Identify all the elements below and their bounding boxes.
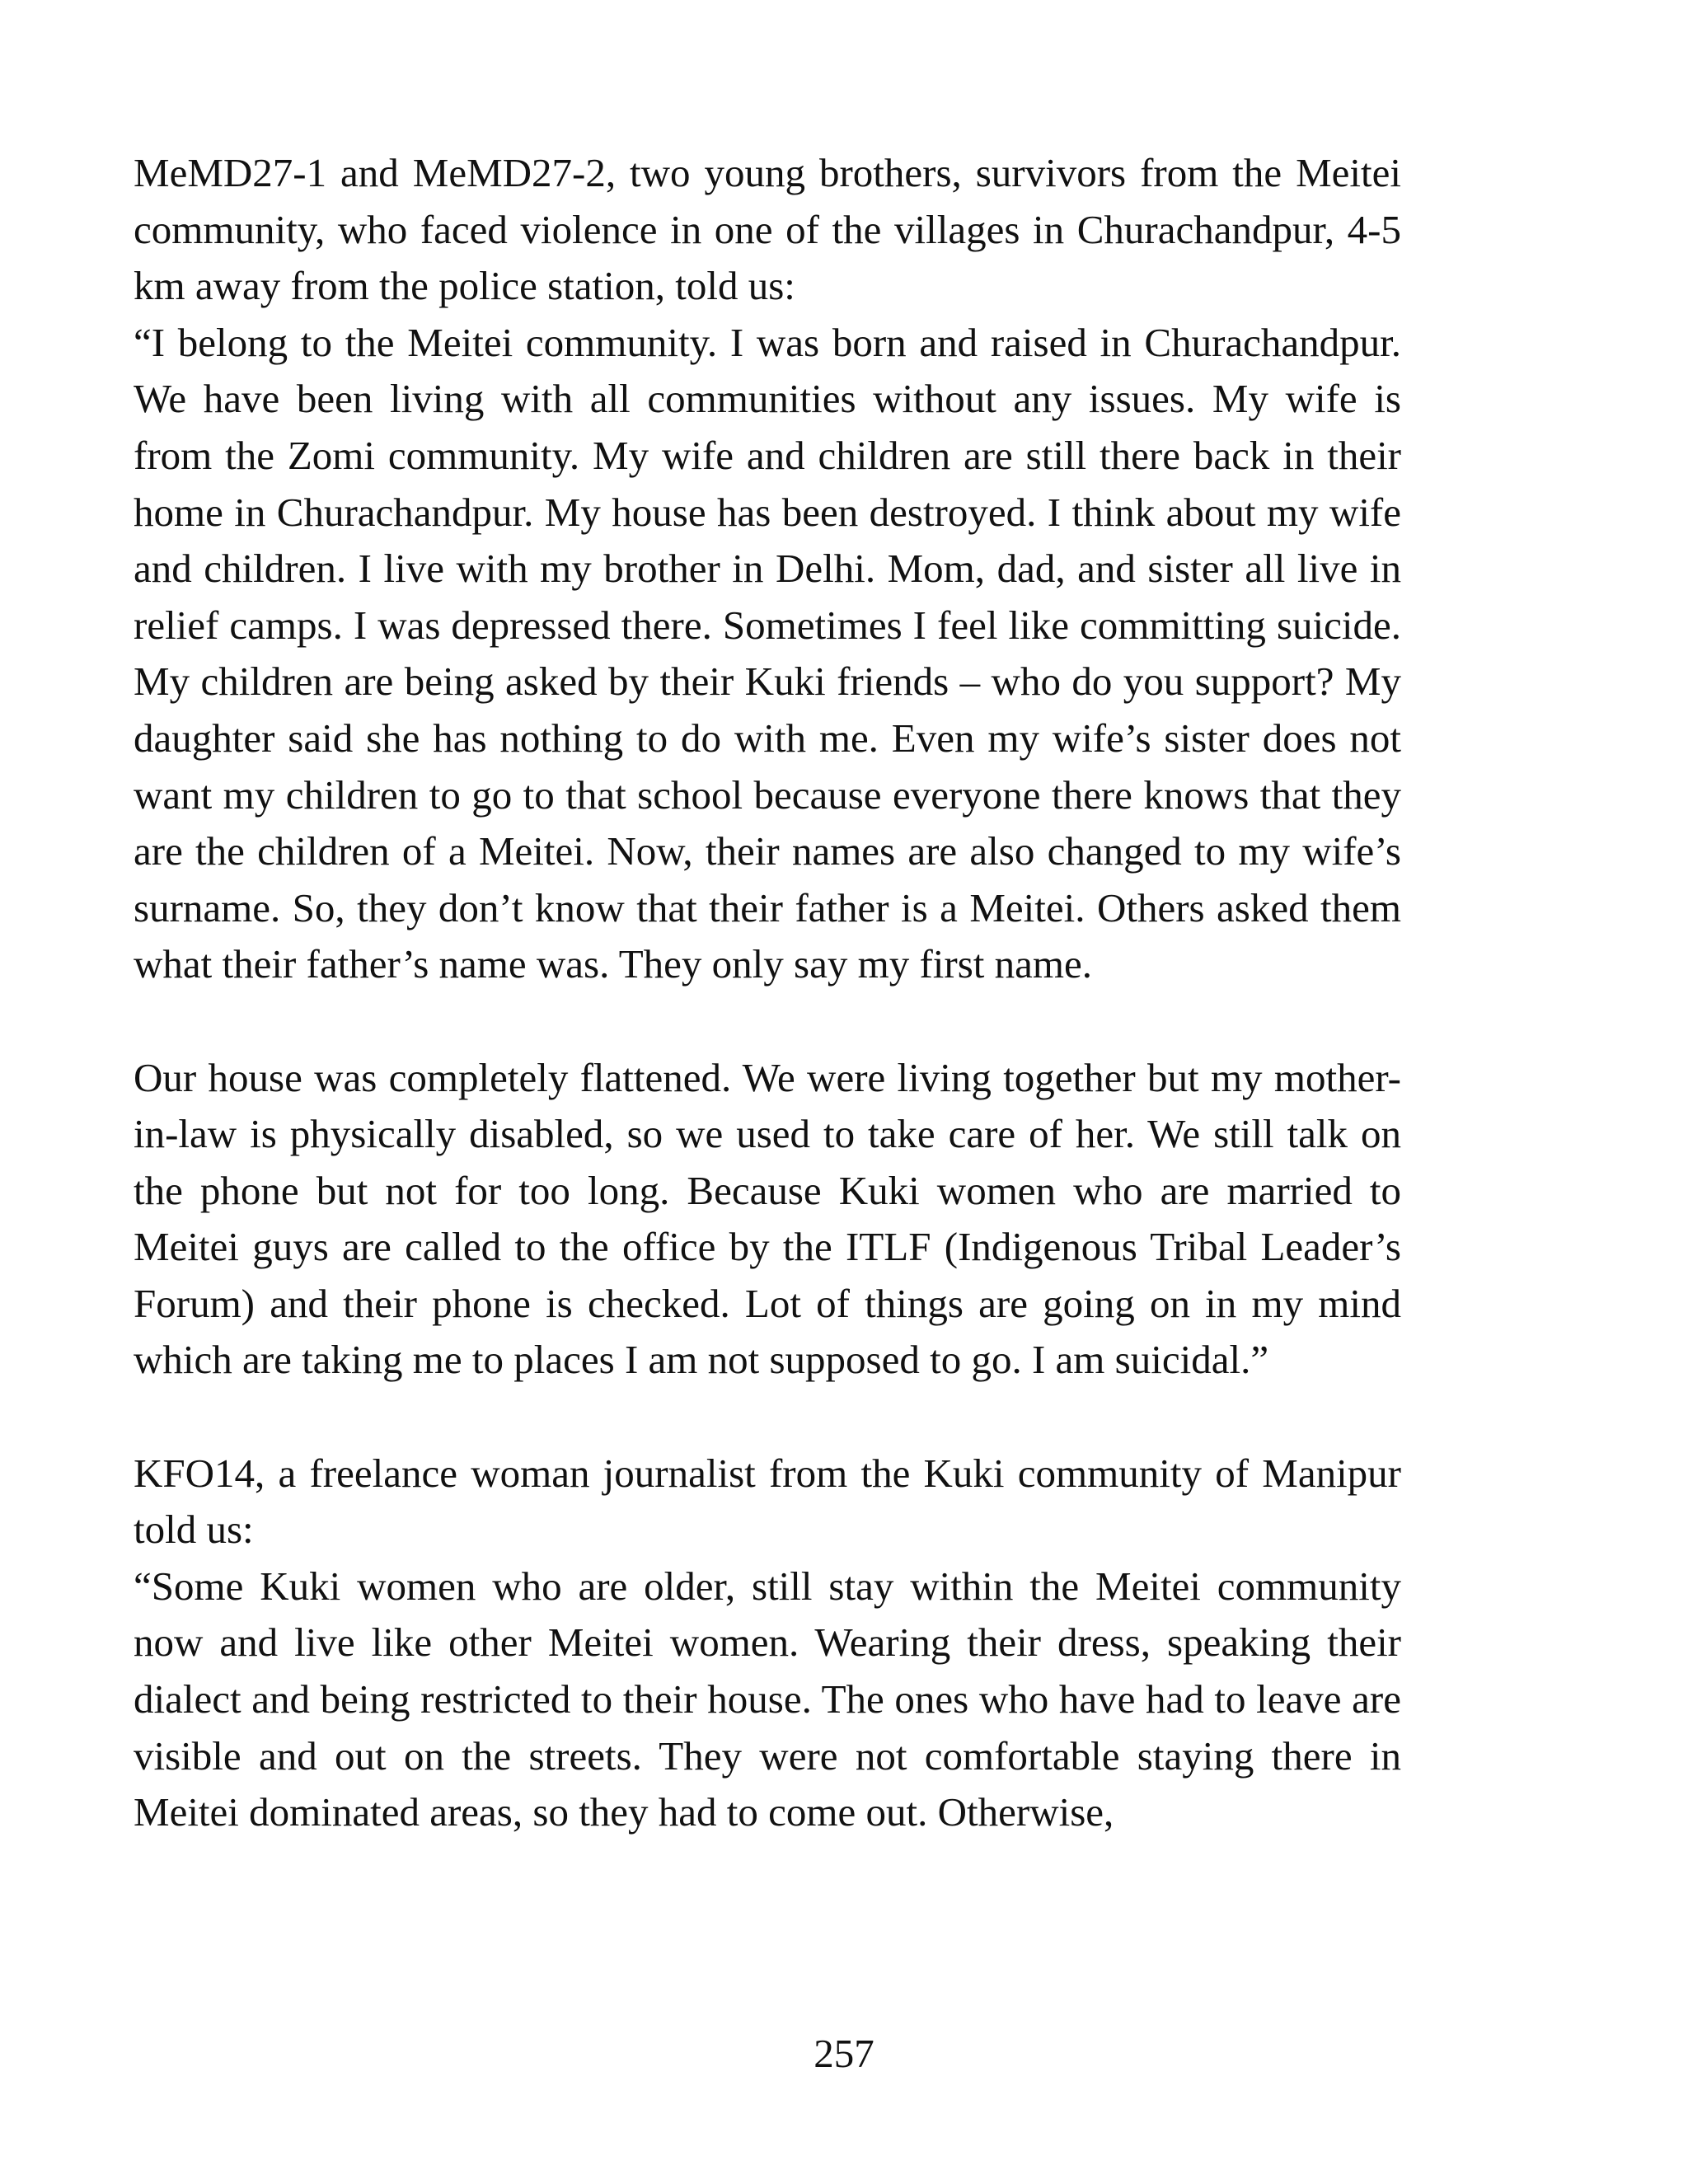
page-number: 257	[814, 2031, 874, 2076]
body-text	[134, 145, 1401, 1841]
paragraph-testimony-kfo14: “Some Kuki women who are older, still stay within the Meitei community now and live like other Meitei women. Wearing their dress, speaking their dialect and being restricted to their house. The ones who have had to leave are visible and out on the streets. They were not comfortable staying there in Meitei dominated areas, so they had to come out. Otherwise,	[134, 1563, 1401, 1835]
paragraph-testimony-memd27: “I belong to the Meitei community. I was born and raised in Churachandpur. We have been living with all communities without any issues. My wife is from the Zomi community. My wife and children are still there back in their home in Churachandpur. My house has been destroyed. I think about my wife and children. I live with my brother in Delhi. Mom, dad, and sister all live in relief camps. I was depressed there. Sometimes I feel like committing suicide. My children are being asked by their Kuki friends – who do you support? My daughter said she has nothing to do with me. Even my wife’s sister does not want my children to go to that school because everyone there knows that they are the children of a Meitei. Now, their names are also changed to my wife’s surname. So, they don’t know that their father is a Meitei. Others asked them what their father’s name was. They only say my first name.	[134, 319, 1401, 987]
paragraph-intro-memd27: MeMD27-1 and MeMD27-2, two young brothers, survivors from the Meitei community, who faced violence in one of the villages in Churachandpur, 4-5 km away from the police station, told us:	[134, 150, 1401, 309]
paragraph-intro-kfo14: KFO14, a freelance woman journalist from the Kuki community of Manipur told us:	[134, 1450, 1401, 1553]
paragraph-testimony-memd27-continued: Our house was completely flattened. We were living together but my mother-in-law is physically disabled, so we used to take care of her. We still talk on the phone but not for too long. Because Kuki women who are married to Meitei guys are called to the office by the ITLF (Indigenous Tribal Leader’s Forum) and their phone is checked. Lot of things are going on in my mind which are taking me to places I am not supposed to go. I am suicidal.”	[134, 1054, 1401, 1383]
